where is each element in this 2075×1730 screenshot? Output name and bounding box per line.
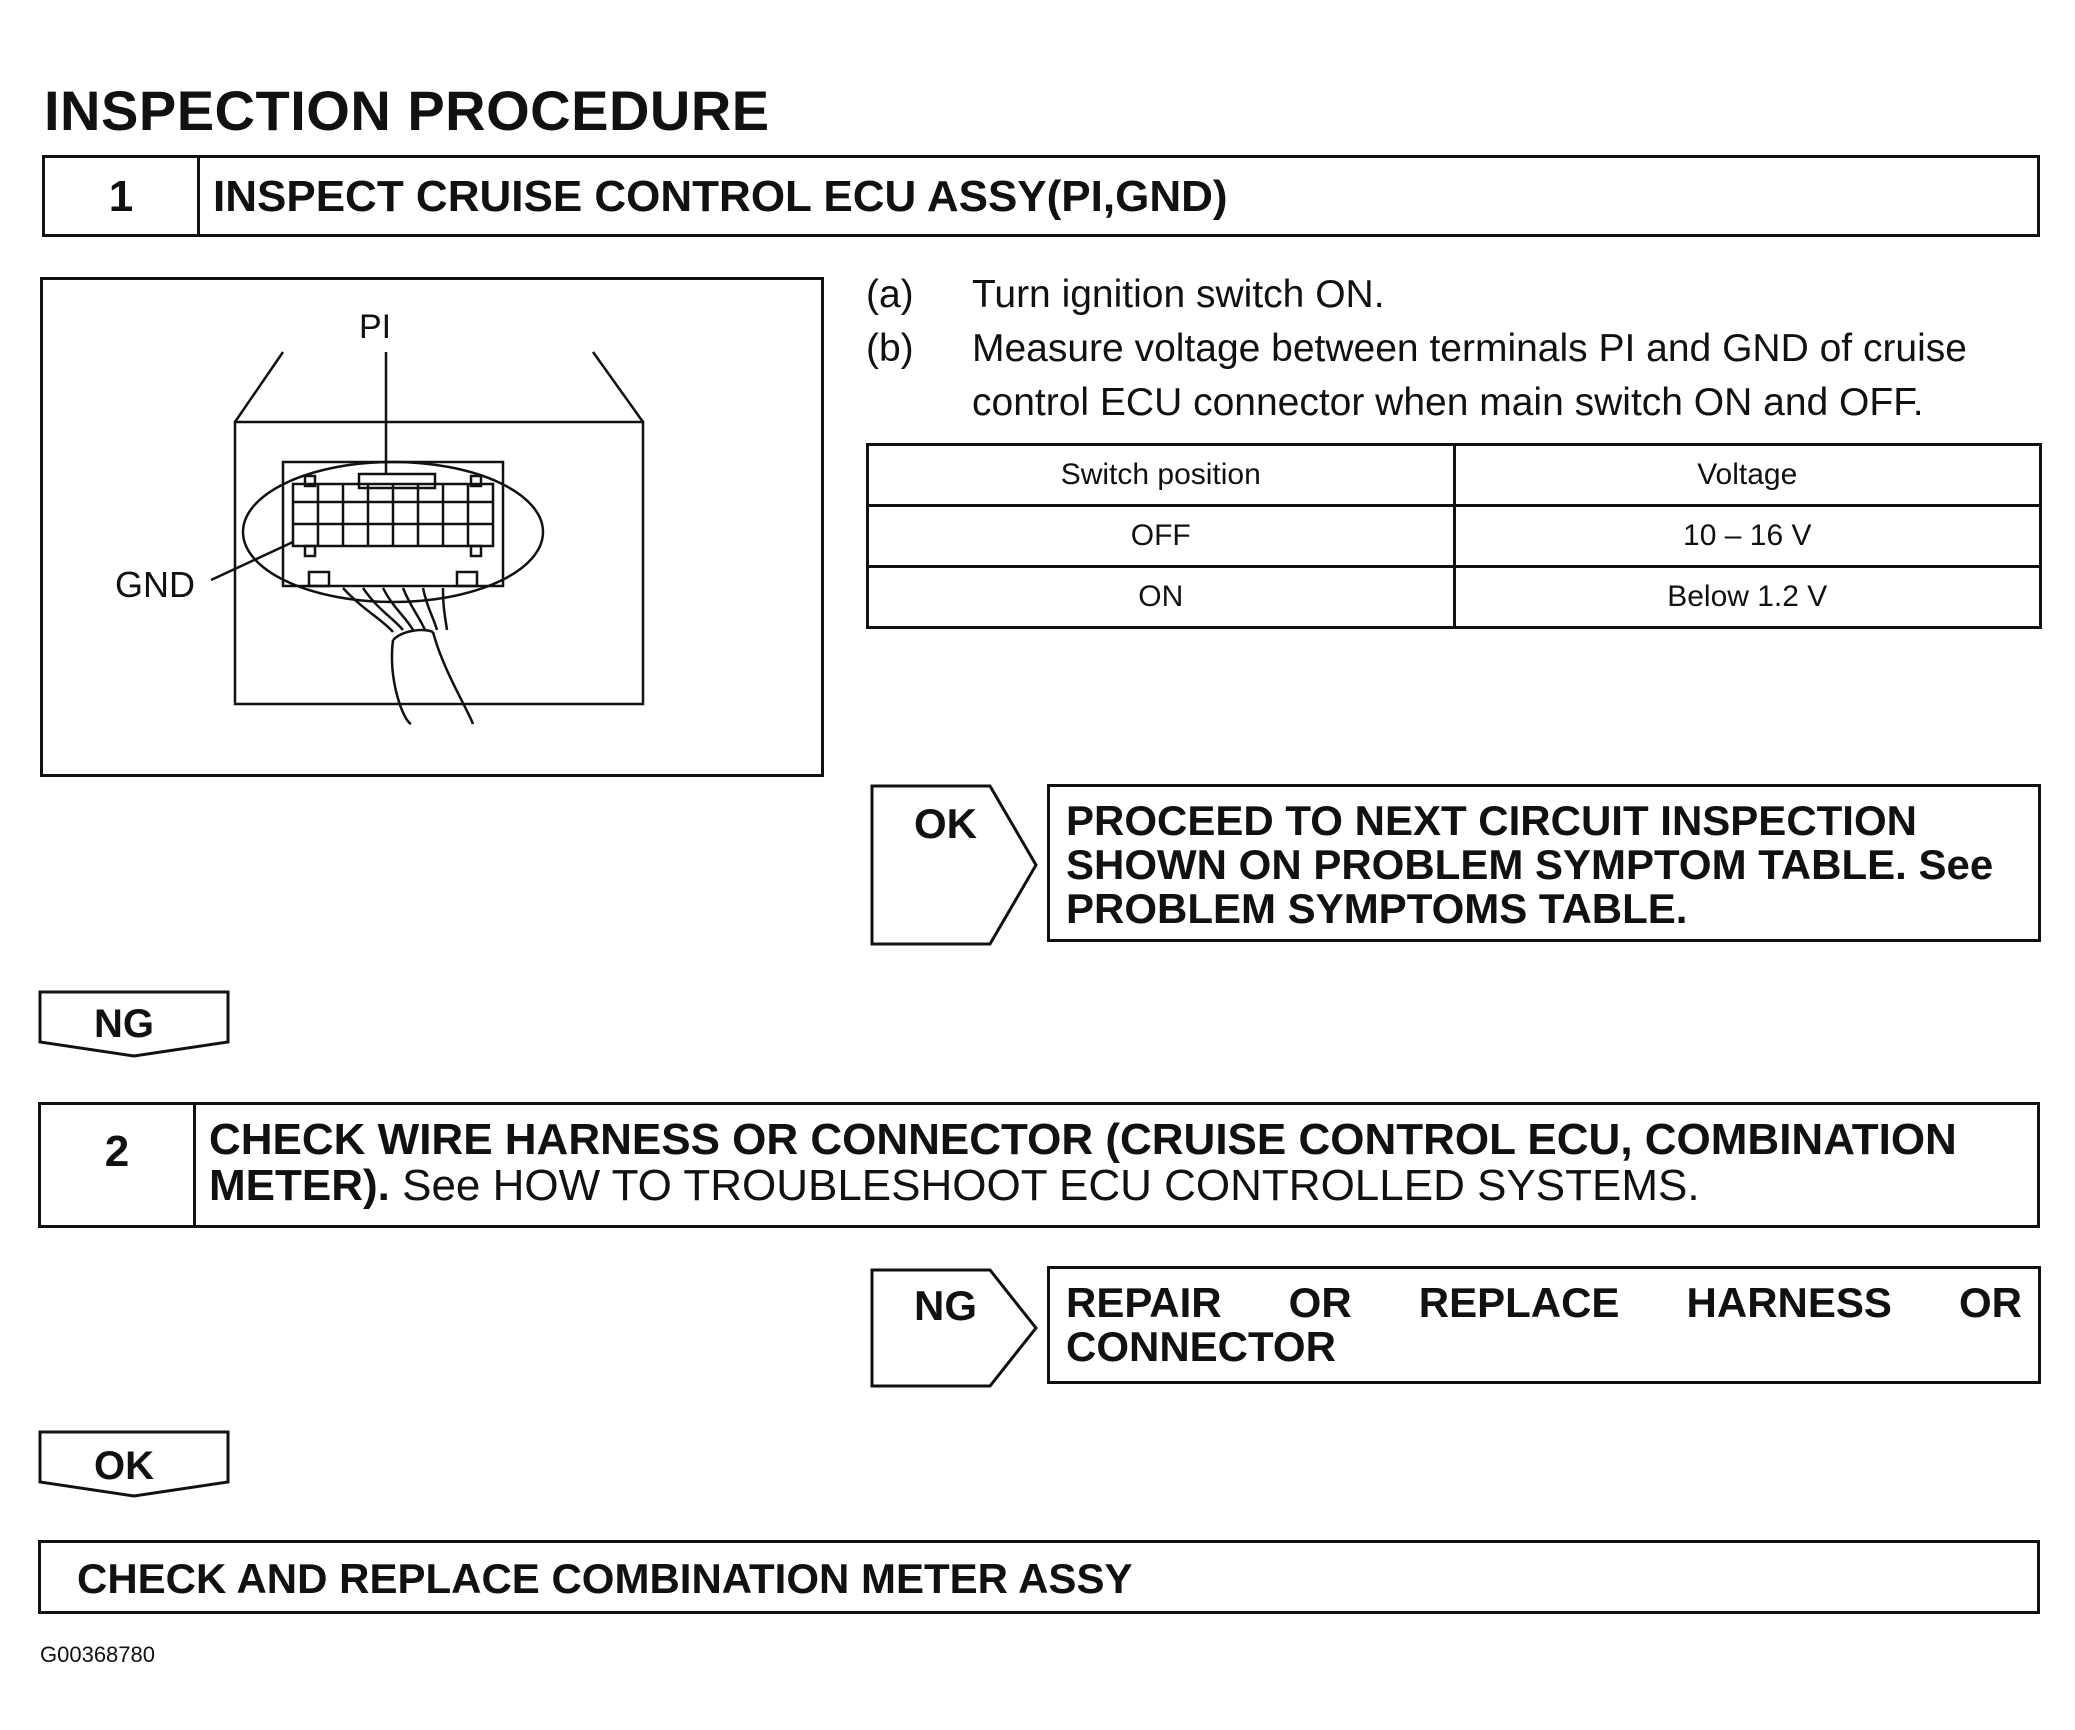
step-1-header [42,155,2040,237]
table-row [868,567,2041,628]
header-switch-position: Switch position [868,445,1455,506]
gnd-label: GND [115,564,195,605]
pi-label: PI [359,308,392,346]
ecu-connector-illustration [43,280,821,774]
ng-down-label: NG [94,1002,154,1046]
cell-switch-on: ON [868,567,1455,628]
step-2-title-bold: CHECK WIRE HARNESS OR CONNECTOR (CRUISE CONTROL ECU, COMBINATION METER). [209,1115,1957,1210]
table-header-row [868,445,2041,506]
step-2-title [209,1117,2017,1209]
proceed-next-circuit-box: PROCEED TO NEXT CIRCUIT INSPECTION SHOWN ON PROBLEM SYMPTOM TABLE. See PROBLEM SYMPTOMS TABLE. [1047,784,2041,942]
step-1-number: 1 [45,158,200,234]
cell-voltage-on: Below 1.2 V [1454,567,2041,628]
instruction-a-text: Turn ignition switch ON. [972,273,1385,316]
ok-down-label: OK [94,1444,154,1488]
instruction-b [866,322,2046,432]
step-2-title-normal: See HOW TO TROUBLESHOOT ECU CONTROLLED SYSTEMS. [389,1161,1700,1210]
step-2-number: 2 [41,1105,196,1225]
page-title: INSPECTION PROCEDURE [44,79,770,142]
instruction-a [866,268,2046,322]
cell-switch-off: OFF [868,506,1455,567]
header-voltage: Voltage [1454,445,2041,506]
cell-voltage-off: 10 – 16 V [1454,506,2041,567]
table-row [868,506,2041,567]
ng-arrow-label: NG [914,1282,977,1329]
instruction-b-text: Measure voltage between terminals PI and GND of cruise control ECU connector when main switch ON and OFF. [972,327,1967,424]
instruction-a-label: (a) [866,273,914,316]
instruction-b-label: (b) [866,327,914,370]
final-step-title: CHECK AND REPLACE COMBINATION METER ASSY [77,1555,1133,1602]
ok-arrow-label: OK [914,800,977,847]
repair-harness-box: REPAIR OR REPLACE HARNESS OR CONNECTOR [1047,1266,2041,1384]
document-id: G00368780 [40,1642,155,1667]
step-1-title: INSPECT CRUISE CONTROL ECU ASSY(PI,GND) [213,172,1228,221]
voltage-spec-table [866,443,2042,629]
final-step-box [38,1540,2040,1614]
connector-diagram [40,277,824,777]
step-2-header [38,1102,2040,1228]
